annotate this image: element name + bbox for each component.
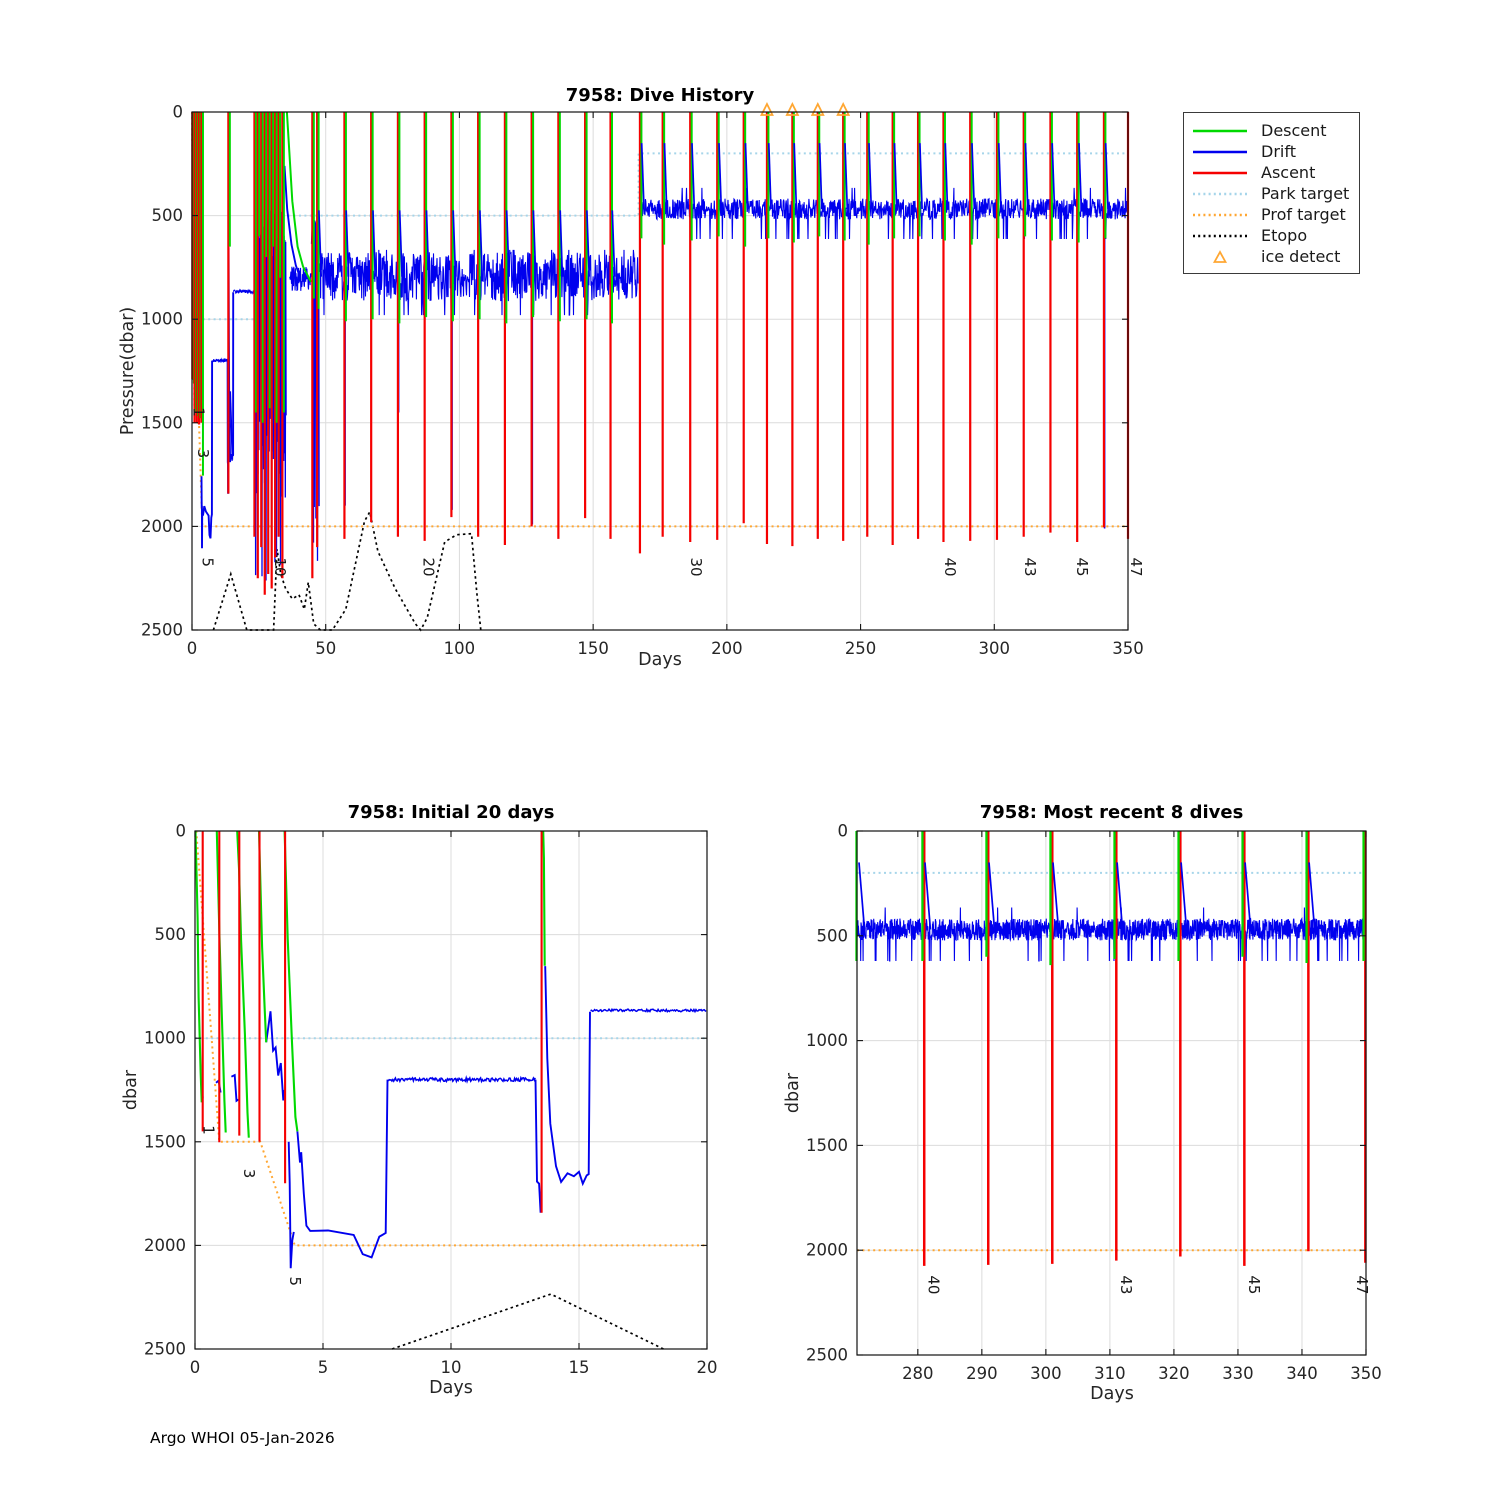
y-tick-label: 2500 <box>141 620 183 640</box>
legend-item-park-target <box>1184 183 1359 204</box>
legend-item-label: Drift <box>1261 142 1296 161</box>
descent-curve <box>287 112 311 282</box>
dive-number-label: 20 <box>419 557 438 577</box>
dive-number-label: 47 <box>1353 1275 1372 1295</box>
drift-line <box>266 1011 284 1100</box>
dive-number-label: 40 <box>940 557 959 577</box>
dive-number-label: 10 <box>270 557 289 577</box>
x-tick-label: 280 <box>902 1364 934 1383</box>
initial-chart-title: 7958: Initial 20 days <box>347 802 555 823</box>
x-tick-label: 0 <box>189 1358 201 1377</box>
descent-line <box>543 831 545 966</box>
x-tick-label: 350 <box>1350 1364 1382 1383</box>
chart-2 <box>806 822 1382 1384</box>
x-tick-label: 0 <box>186 639 198 658</box>
y-tick-label: 1500 <box>806 1135 848 1155</box>
y-tick-label: 1000 <box>806 1031 848 1051</box>
dive-number-label: 47 <box>1127 557 1146 577</box>
x-tick-label: 150 <box>577 639 609 658</box>
dive-number-label: 1 <box>189 407 208 417</box>
x-tick-label: 310 <box>1094 1364 1126 1383</box>
drift-line <box>231 1075 238 1101</box>
y-tick-label: 1000 <box>141 309 183 329</box>
legend-item-prof-target <box>1184 204 1359 225</box>
y-tick-label: 1500 <box>144 1132 186 1152</box>
drift-line <box>536 1080 541 1213</box>
drift-band <box>233 290 254 293</box>
legend-item-label: ice detect <box>1261 247 1341 266</box>
main-y-axis-label: Pressure(dbar) <box>118 306 138 436</box>
dive-number-label: 45 <box>1073 557 1092 577</box>
x-tick-label: 350 <box>1112 639 1144 658</box>
legend-item-label: Etopo <box>1261 226 1308 245</box>
ice-detect-marker-icon <box>1191 249 1249 265</box>
y-tick-label: 1500 <box>141 413 183 433</box>
legend-item-ascent <box>1184 162 1359 183</box>
main-x-axis-label: Days <box>638 650 682 670</box>
ascent-line-swatch <box>1191 165 1249 181</box>
descent-line <box>196 831 202 1102</box>
drift-band <box>212 359 227 363</box>
dive-number-label: 30 <box>686 557 705 577</box>
y-tick-label: 500 <box>151 206 183 226</box>
dive-number-label: 1 <box>199 1125 218 1135</box>
legend-item-label: Prof target <box>1261 205 1346 224</box>
footer-text: Argo WHOI 05-Jan-2026 <box>150 1429 335 1447</box>
x-tick-label: 340 <box>1286 1364 1318 1383</box>
x-tick-label: 5 <box>317 1358 329 1377</box>
x-tick-label: 15 <box>568 1358 590 1377</box>
descent-line-swatch <box>1191 123 1249 139</box>
x-tick-label: 320 <box>1158 1364 1190 1383</box>
dive-number-label: 5 <box>198 557 217 568</box>
chart-1 <box>144 822 718 1378</box>
x-tick-label: 300 <box>1030 1364 1062 1383</box>
y-tick-label: 500 <box>154 925 186 945</box>
x-tick-label: 300 <box>978 639 1011 658</box>
drift-band <box>290 267 312 291</box>
legend-item-label: Park target <box>1261 184 1350 203</box>
drift-band <box>388 1078 535 1082</box>
dive-number-label: 45 <box>1244 1275 1263 1295</box>
etopo-line <box>392 1294 663 1349</box>
y-tick-label: 1000 <box>144 1028 186 1048</box>
dive-number-label: 5 <box>286 1276 305 1287</box>
legend <box>1183 112 1360 274</box>
legend-item-descent <box>1184 120 1359 141</box>
drift-band <box>857 908 1366 962</box>
park-target-line-swatch <box>1191 186 1249 202</box>
y-tick-label: 2000 <box>141 516 183 536</box>
dive-number-label: 40 <box>924 1275 943 1295</box>
legend-item-drift <box>1184 141 1359 162</box>
grid-lines <box>195 831 707 1349</box>
legend-item-label: Ascent <box>1261 163 1316 182</box>
main-chart-title: 7958: Dive History <box>565 85 755 106</box>
x-tick-label: 290 <box>966 1364 998 1383</box>
dive-number-label: 43 <box>1021 557 1040 577</box>
axis-frame <box>192 112 1128 630</box>
y-tick-label: 0 <box>175 821 186 841</box>
y-tick-label: 2000 <box>144 1235 186 1255</box>
legend-item-etopo <box>1184 225 1359 246</box>
x-tick-label: 20 <box>696 1358 718 1377</box>
grid-lines <box>192 112 1128 630</box>
y-tick-label: 2000 <box>806 1240 848 1260</box>
dive-number-label: 3 <box>193 448 212 459</box>
drift-line <box>297 1080 387 1258</box>
descent-line <box>285 831 298 1131</box>
legend-item-ice-detect <box>1184 246 1359 267</box>
initial-x-axis-label: Days <box>429 1378 473 1398</box>
chart-0 <box>141 103 1145 659</box>
y-tick-label: 0 <box>172 102 183 122</box>
dive-number-label: 43 <box>1116 1275 1135 1295</box>
drift-line <box>289 1142 294 1268</box>
initial-y-axis-label: dbar <box>121 1069 141 1111</box>
etopo-line-swatch <box>1191 228 1249 244</box>
x-tick-label: 50 <box>315 639 337 658</box>
y-tick-label: 0 <box>837 821 848 841</box>
x-tick-label: 10 <box>440 1358 462 1377</box>
drift-settle-line <box>1245 862 1251 929</box>
prof-target-line-swatch <box>1191 207 1249 223</box>
drift-line-swatch <box>1191 144 1249 160</box>
y-tick-label: 2500 <box>806 1345 848 1365</box>
drift-band <box>591 1009 707 1012</box>
y-tick-label: 500 <box>816 926 848 946</box>
x-tick-label: 330 <box>1222 1364 1254 1383</box>
x-tick-label: 250 <box>844 639 877 658</box>
legend-item-label: Descent <box>1261 121 1327 140</box>
dive-number-label: 3 <box>240 1168 259 1179</box>
drift-line <box>545 966 590 1184</box>
recent-x-axis-label: Days <box>1090 1384 1134 1404</box>
recent-chart-title: 7958: Most recent 8 dives <box>979 802 1244 823</box>
recent-y-axis-label: dbar <box>783 1072 803 1114</box>
drift-settle-line <box>1181 862 1186 929</box>
descent-line <box>217 831 226 1133</box>
x-tick-label: 200 <box>711 639 743 658</box>
x-tick-label: 100 <box>443 639 476 658</box>
y-tick-label: 2500 <box>144 1339 186 1359</box>
